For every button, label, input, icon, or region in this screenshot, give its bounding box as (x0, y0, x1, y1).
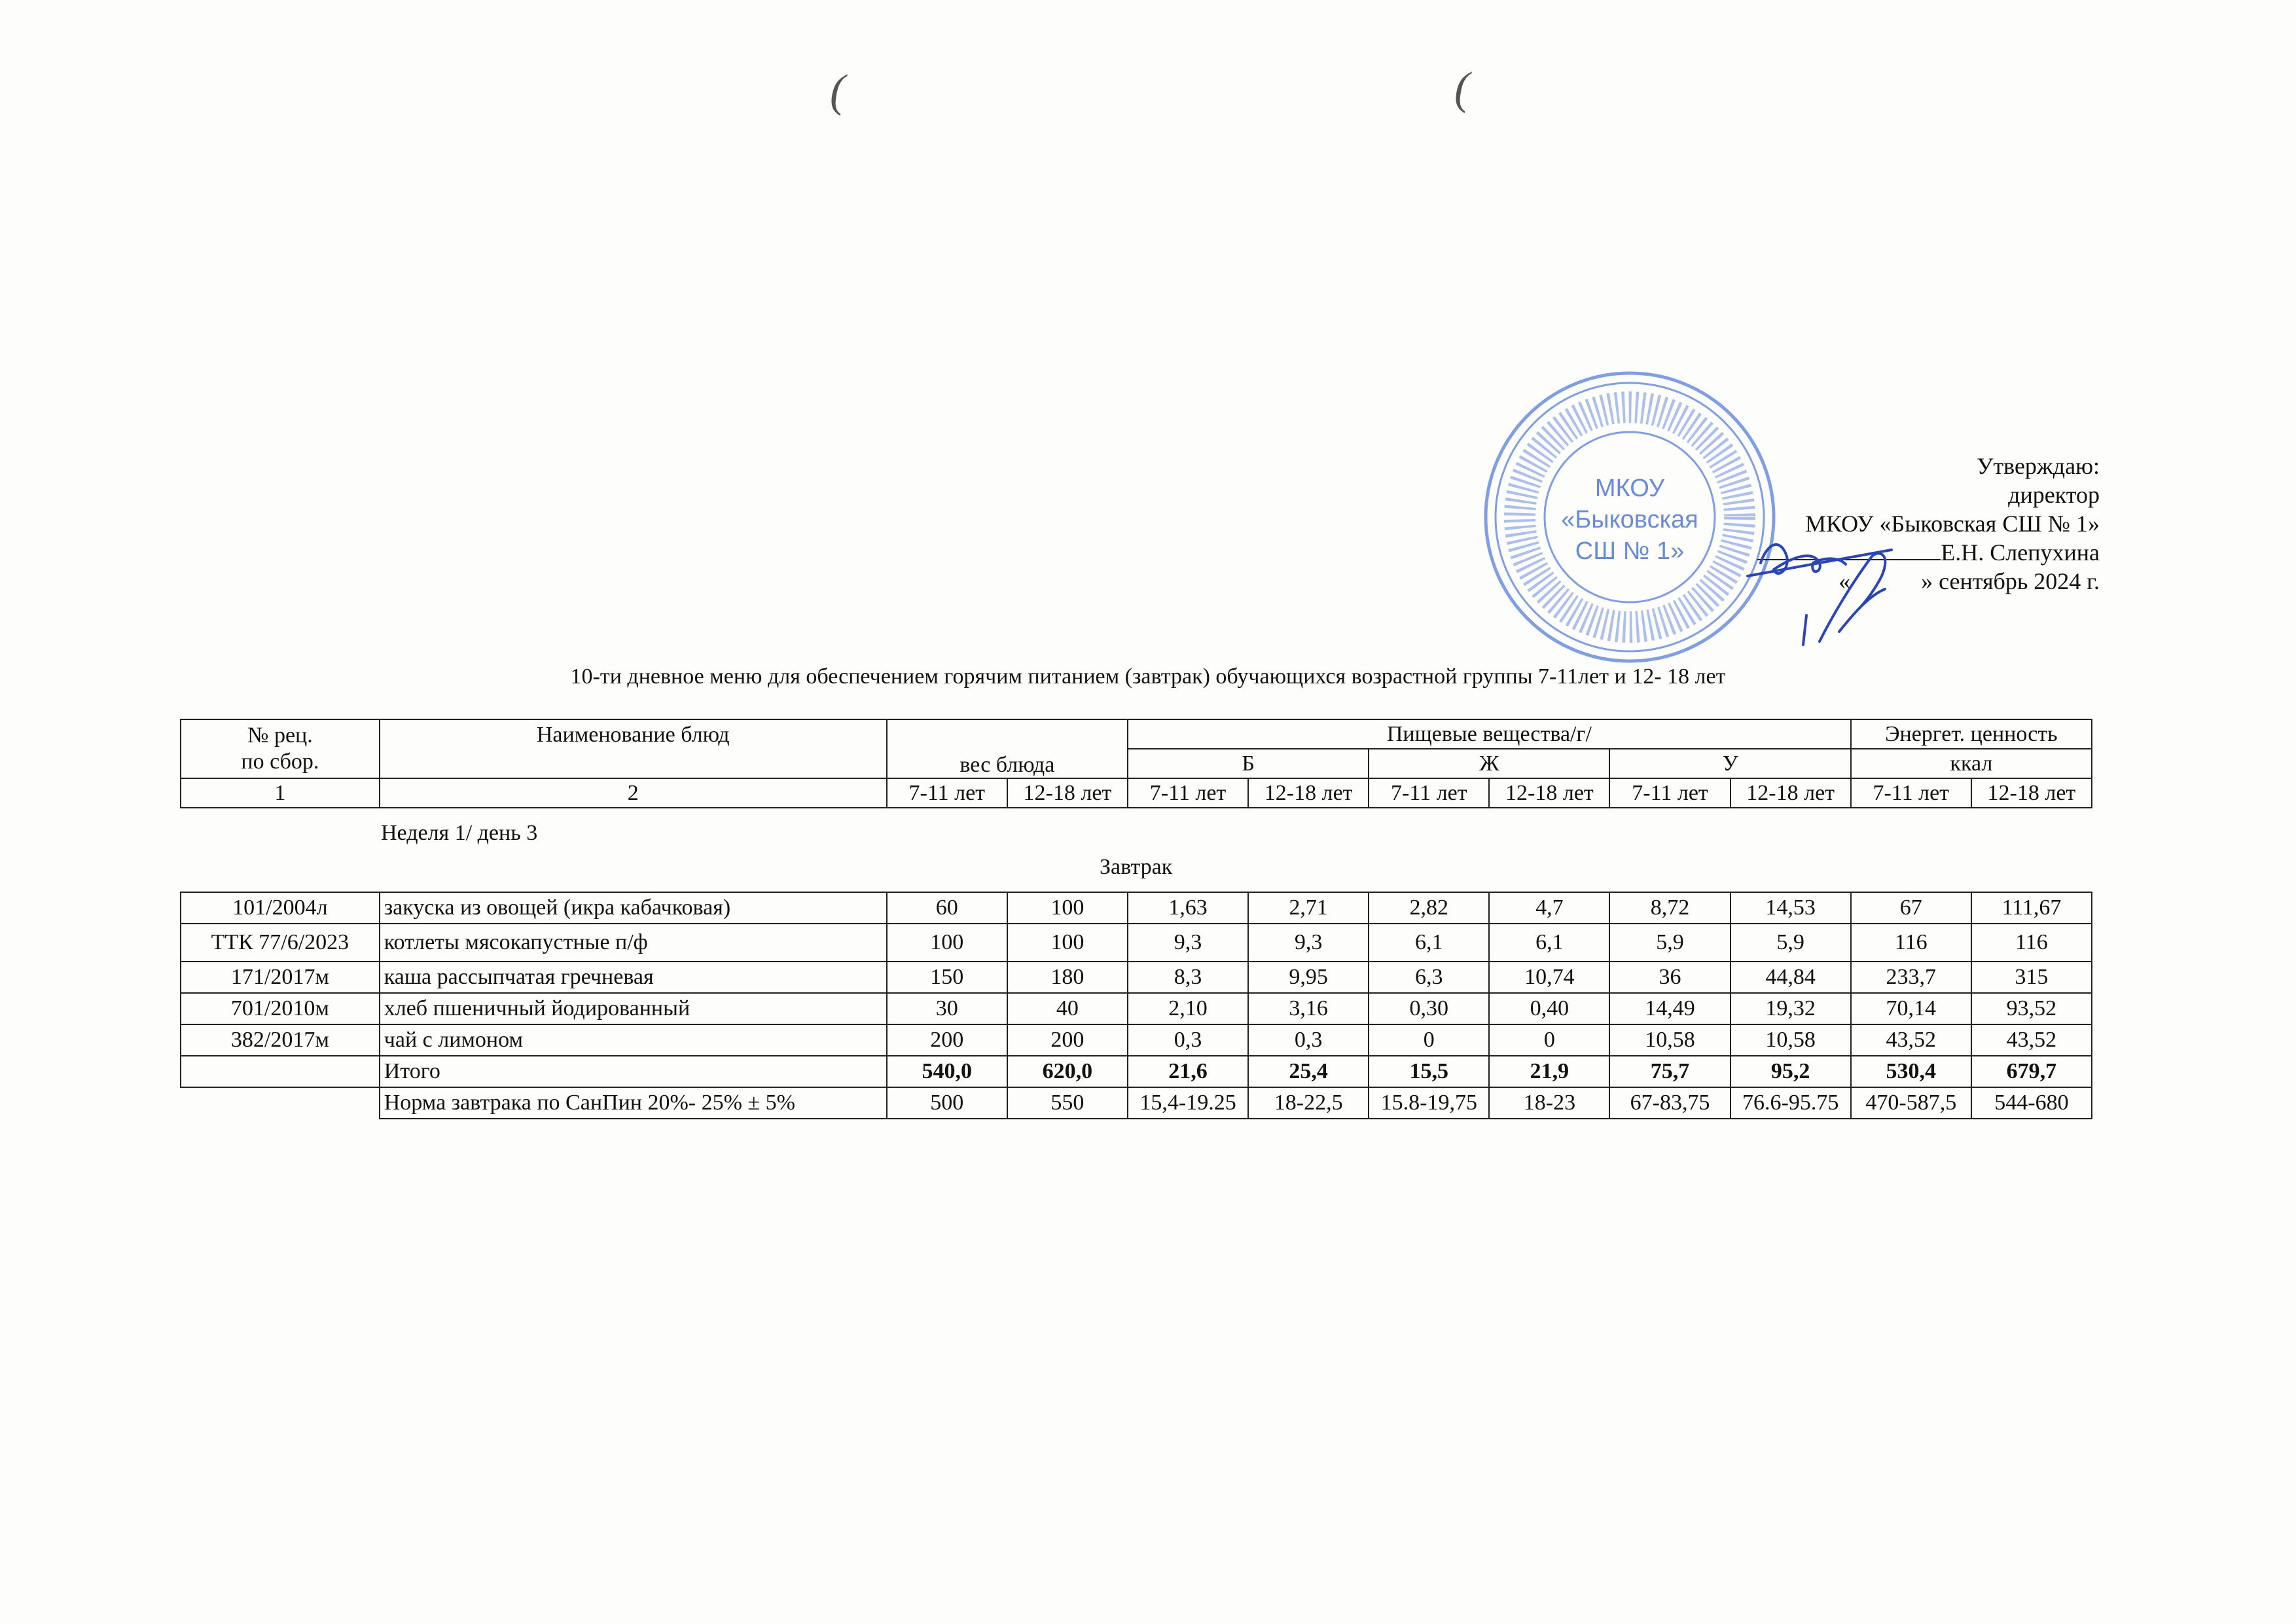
recipe-number-cell: 382/2017м (181, 1024, 380, 1056)
protein-12-18-cell: 25,4 (1248, 1056, 1369, 1087)
weight-12-18-cell: 620,0 (1007, 1056, 1128, 1087)
carbs-7-11-cell: 14,49 (1609, 993, 1730, 1024)
scan-mark-left: ( (830, 66, 846, 117)
carbs-7-11-cell: 67-83,75 (1609, 1087, 1730, 1119)
protein-7-11-cell: 8,3 (1128, 962, 1248, 993)
handwritten-signature (1741, 517, 1937, 661)
menu-header-table (180, 719, 2092, 808)
header-recipe-number-line-2: по сбор. (241, 749, 319, 774)
recipe-number-cell: 101/2004л (181, 892, 380, 924)
kcal-12-18-cell: 679,7 (1971, 1056, 2092, 1087)
director-name: Е.Н. Слепухина (1941, 539, 2100, 566)
weight-12-18-cell: 180 (1007, 962, 1128, 993)
carbs-7-11-cell: 75,7 (1609, 1056, 1730, 1087)
header-age-12-18: 12-18 лет (1489, 778, 1609, 808)
menu-item-row (181, 924, 2092, 962)
fat-12-18-cell: 0,40 (1489, 993, 1609, 1024)
carbs-12-18-cell: 5,9 (1731, 924, 1851, 962)
scan-mark-right: ( (1454, 63, 1470, 114)
fat-12-18-cell: 21,9 (1489, 1056, 1609, 1087)
fat-7-11-cell: 6,3 (1369, 962, 1489, 993)
approval-line-position: директор (2008, 482, 2100, 508)
protein-7-11-cell: 21,6 (1128, 1056, 1248, 1087)
fat-7-11-cell: 0,30 (1369, 993, 1489, 1024)
kcal-12-18-cell: 93,52 (1971, 993, 2092, 1024)
protein-12-18-cell: 9,3 (1248, 924, 1369, 962)
fat-7-11-cell: 0 (1369, 1024, 1489, 1056)
protein-12-18-cell: 0,3 (1248, 1024, 1369, 1056)
menu-title: 10-ти дневное меню для обеспечением горячим питанием (завтрак) обучающихся возрастной группы 7-11лет и 12- 18 лет (570, 664, 1726, 689)
header-recipe-number-line-1: № рец. (247, 723, 313, 748)
kcal-12-18-cell: 315 (1971, 962, 2092, 993)
recipe-number-cell: 171/2017м (181, 962, 380, 993)
fat-7-11-cell: 15,5 (1369, 1056, 1489, 1087)
fat-12-18-cell: 10,74 (1489, 962, 1609, 993)
seal-center-line-3: СШ № 1» (1575, 537, 1685, 565)
weight-7-11-cell: 60 (887, 892, 1007, 924)
protein-7-11-cell: 1,63 (1128, 892, 1248, 924)
weight-12-18-cell: 40 (1007, 993, 1128, 1024)
recipe-number-cell (181, 1056, 380, 1087)
dish-name-cell: Итого (380, 1056, 887, 1087)
recipe-number-cell: ТТК 77/6/2023 (181, 924, 380, 962)
menu-item-row (181, 1024, 2092, 1056)
protein-7-11-cell: 2,10 (1128, 993, 1248, 1024)
kcal-7-11-cell: 43,52 (1851, 1024, 1971, 1056)
header-age-7-11: 7-11 лет (1128, 778, 1248, 808)
protein-12-18-cell: 18-22,5 (1248, 1087, 1369, 1119)
recipe-number-cell: 701/2010м (181, 993, 380, 1024)
menu-item-row (181, 892, 2092, 924)
date-quote-open: « (1839, 568, 1851, 594)
header-dish-name: Наименование блюд (380, 719, 887, 778)
weight-7-11-cell: 540,0 (887, 1056, 1007, 1087)
header-age-12-18: 12-18 лет (1971, 778, 2092, 808)
fat-7-11-cell: 2,82 (1369, 892, 1489, 924)
kcal-7-11-cell: 470-587,5 (1851, 1087, 1971, 1119)
weight-7-11-cell: 100 (887, 924, 1007, 962)
kcal-7-11-cell: 70,14 (1851, 993, 1971, 1024)
protein-7-11-cell: 15,4-19.25 (1128, 1087, 1248, 1119)
menu-rows (181, 892, 2092, 1119)
header-fat: Ж (1369, 749, 1609, 778)
kcal-12-18-cell: 116 (1971, 924, 2092, 962)
header-kcal: ккал (1851, 749, 2092, 778)
header-column-number-1: 1 (181, 778, 380, 808)
header-age-12-18: 12-18 лет (1007, 778, 1128, 808)
kcal-7-11-cell: 233,7 (1851, 962, 1971, 993)
header-age-7-11: 7-11 лет (887, 778, 1007, 808)
carbs-12-18-cell: 76.6-95.75 (1731, 1087, 1851, 1119)
header-age-7-11: 7-11 лет (1609, 778, 1730, 808)
approval-line-organization: МКОУ «Быковская СШ № 1» (1804, 511, 2100, 537)
weight-12-18-cell: 550 (1007, 1087, 1128, 1119)
weight-7-11-cell: 30 (887, 993, 1007, 1024)
weight-12-18-cell: 100 (1007, 924, 1128, 962)
header-nutrients: Пищевые вещества/г/ (1128, 719, 1851, 749)
carbs-7-11-cell: 5,9 (1609, 924, 1730, 962)
kcal-12-18-cell: 111,67 (1971, 892, 2092, 924)
header-carbohydrates: У (1609, 749, 1850, 778)
approval-line-approve: Утверждаю: (1976, 453, 2100, 479)
header-protein: Б (1128, 749, 1369, 778)
seal-center-line-1: МКОУ (1594, 475, 1665, 502)
date-quote-close: » (1921, 568, 1933, 594)
kcal-12-18-cell: 43,52 (1971, 1024, 2092, 1056)
norm-row (181, 1087, 2092, 1119)
protein-7-11-cell: 0,3 (1128, 1024, 1248, 1056)
kcal-7-11-cell: 116 (1851, 924, 1971, 962)
header-column-number-2: 2 (380, 778, 887, 808)
header-age-7-11: 7-11 лет (1851, 778, 1971, 808)
carbs-12-18-cell: 95,2 (1731, 1056, 1851, 1087)
header-recipe-number (181, 719, 380, 778)
carbs-7-11-cell: 10,58 (1609, 1024, 1730, 1056)
protein-12-18-cell: 3,16 (1248, 993, 1369, 1024)
carbs-7-11-cell: 8,72 (1609, 892, 1730, 924)
weight-12-18-cell: 200 (1007, 1024, 1128, 1056)
dish-name-cell: каша рассыпчатая гречневая (380, 962, 887, 993)
dish-name-cell: чай с лимоном (380, 1024, 887, 1056)
dish-name-cell: котлеты мясокапустные п/ф (380, 924, 887, 962)
menu-items-table (180, 892, 2092, 1119)
protein-12-18-cell: 2,71 (1248, 892, 1369, 924)
dish-name-cell: Норма завтрака по СанПин 20%- 25% ± 5% (380, 1087, 887, 1119)
header-age-12-18: 12-18 лет (1731, 778, 1851, 808)
kcal-7-11-cell: 67 (1851, 892, 1971, 924)
recipe-number-cell (181, 1087, 380, 1119)
header-dish-weight: вес блюда (887, 719, 1128, 778)
menu-item-row (181, 962, 2092, 993)
weight-7-11-cell: 150 (887, 962, 1007, 993)
fat-7-11-cell: 15.8-19,75 (1369, 1087, 1489, 1119)
total-row (181, 1056, 2092, 1087)
fat-12-18-cell: 6,1 (1489, 924, 1609, 962)
fat-7-11-cell: 6,1 (1369, 924, 1489, 962)
fat-12-18-cell: 4,7 (1489, 892, 1609, 924)
kcal-7-11-cell: 530,4 (1851, 1056, 1971, 1087)
menu-item-row (181, 993, 2092, 1024)
carbs-12-18-cell: 44,84 (1731, 962, 1851, 993)
header-age-7-11: 7-11 лет (1369, 778, 1489, 808)
date-month-year: сентябрь 2024 г. (1939, 568, 2100, 594)
week-day-label: Неделя 1/ день 3 (381, 821, 538, 845)
fat-12-18-cell: 18-23 (1489, 1087, 1609, 1119)
protein-7-11-cell: 9,3 (1128, 924, 1248, 962)
carbs-7-11-cell: 36 (1609, 962, 1730, 993)
weight-7-11-cell: 200 (887, 1024, 1007, 1056)
meal-section-label: Завтрак (1100, 855, 1173, 879)
protein-12-18-cell: 9,95 (1248, 962, 1369, 993)
dish-name-cell: хлеб пшеничный йодированный (380, 993, 887, 1024)
seal-center-line-2: «Быковская (1561, 506, 1698, 533)
kcal-12-18-cell: 544-680 (1971, 1087, 2092, 1119)
dish-name-cell: закуска из овощей (икра кабачковая) (380, 892, 887, 924)
fat-12-18-cell: 0 (1489, 1024, 1609, 1056)
weight-7-11-cell: 500 (887, 1087, 1007, 1119)
header-energy-value: Энергет. ценность (1851, 719, 2092, 749)
carbs-12-18-cell: 14,53 (1731, 892, 1851, 924)
carbs-12-18-cell: 19,32 (1731, 993, 1851, 1024)
carbs-12-18-cell: 10,58 (1731, 1024, 1851, 1056)
header-age-12-18: 12-18 лет (1248, 778, 1369, 808)
weight-12-18-cell: 100 (1007, 892, 1128, 924)
